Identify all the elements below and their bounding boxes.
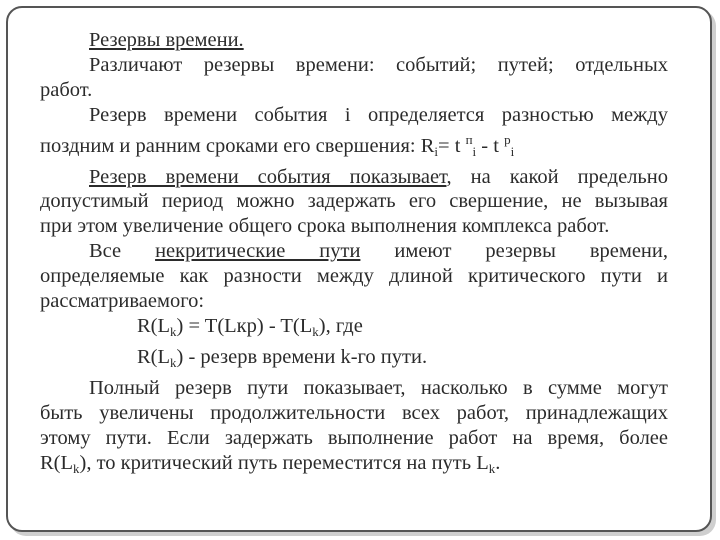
paragraph-4-line-1: Все некритические пути имеют резервы времени, <box>89 240 668 263</box>
paragraph-2-line-2: поздним и ранним сроками его свершения: $R_i= t$ $^п_i$ - t $^p_i$ <box>40 131 515 159</box>
paragraph-1-line-1: Различают резервы времени: событий; путей; отдельных <box>89 53 668 76</box>
paragraph-5-line-3: этому пути. Если задержать выполнение работ на время, более <box>40 426 668 449</box>
paragraph-5-line-1: Полный резерв пути показывает, насколько в сумме могут <box>89 376 668 399</box>
paragraph-3-line-2: допустимый период можно задержать его свершение, не вызывая <box>40 190 668 213</box>
slide-title: Резервы времени. <box>89 29 244 51</box>
paragraph-5-line-4: $R(L_k)$, то критический путь переместится на путь $L_k$. <box>40 451 501 476</box>
paragraph-5-line-2: быть увеличены продолжительности всех работ, принадлежащих <box>40 401 668 424</box>
paragraph-1-line-2: работ. <box>40 78 93 101</box>
paragraph-4-line-3: рассматриваемого: <box>40 290 205 313</box>
paragraph-3-line-1: Резерв времени события показывает, на какой предельно <box>89 165 668 188</box>
paragraph-4-line-2: определяемые как разности между длиной критического пути и <box>40 265 668 288</box>
slide-content <box>40 28 668 481</box>
paragraph-2-line-1: Резерв времени события i определяется разностью между <box>89 103 668 126</box>
formula-2: $R(L_k)$ - резерв времени k-го пути. <box>137 345 428 370</box>
formula-1: $R(L_k) = T(Lкр) - T(L_k)$, где <box>137 314 363 339</box>
paragraph-3-line-3: при этом увеличение общего срока выполнения комплекса работ. <box>40 215 610 238</box>
